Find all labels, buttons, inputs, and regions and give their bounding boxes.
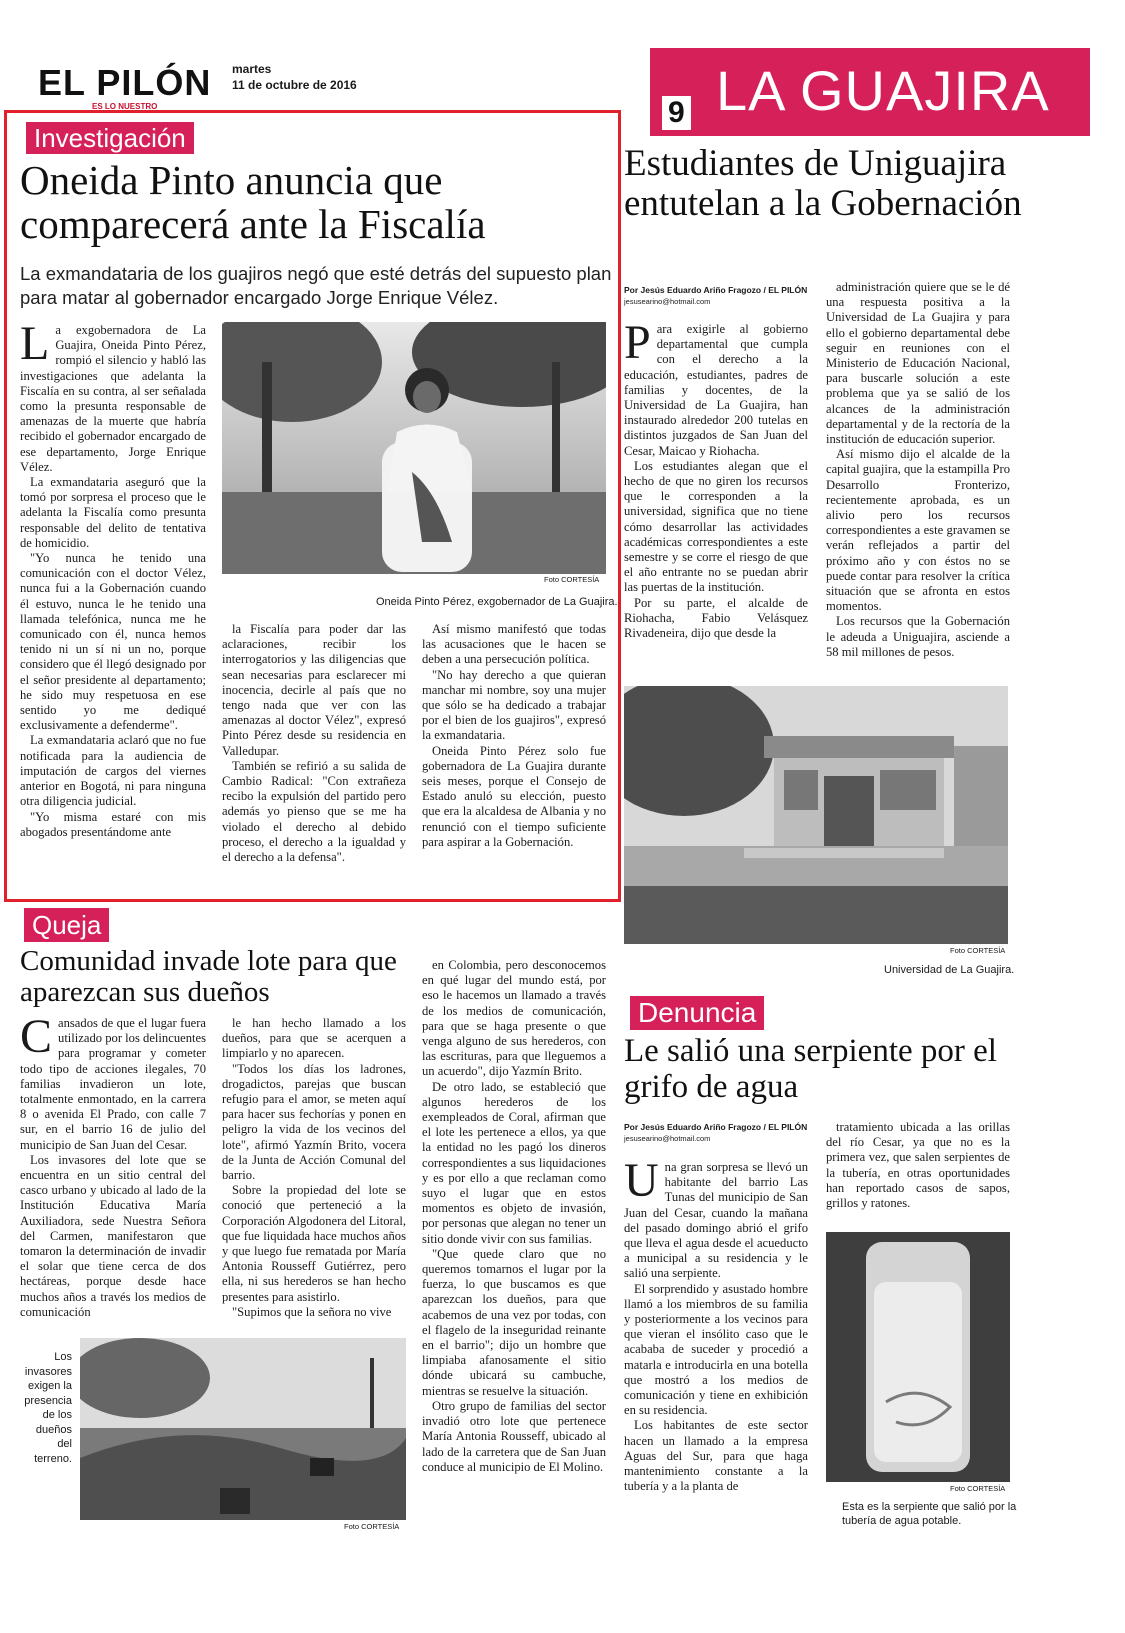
article1-col2-text [222,622,406,865]
body-paragraph: Oneida Pinto Pérez solo fue gobernadora de La Guajira durante seis meses, porque el Consejo de Estado anuló su elección, puesto que era la alcaldesa de Albania y no renunció con el tiempo suficiente para aspirar a la Gobernación. [422,743,606,849]
article3-col3 [422,958,606,1530]
body-paragraph: la Fiscalía para poder dar las aclaraciones, recibir los interrogatorios y las diligencias que sean necesarias para esclarecer mi inocencia, decirle al país que no tengo nada que ver con las amenazas al doctor Vélez", expresó Pinto Pérez desde su residencia en Valledupar. [222,622,406,758]
body-paragraph: "Yo nunca he tenido una comunicación con el doctor Vélez, nunca fui a la Gobernación cuando él estuvo, nunca le he tenido una llamada telefónica, nunca me he comunicado con él, nunca hemos tenido ni un sí ni un no, porque considero que él llegó designado por el señor presidente al departamento; he sido muy respetuosa en ese sentido yo me dediqué exclusivamente a defenderme". [20,551,206,733]
article2-photo [624,686,1008,944]
body-paragraph: De otro lado, se estableció que algunos herederos de los exempleados de Coral, afirman que el lote les pertenece a ellos, ya que la entidad no les pagó los dineros correspondientes a sus liquidaciones y es por ello a que reclaman como suyo el lugar que en estos momentos es objeto de invasión, por personas que alegan no tener un sitio donde vivir con sus familias. [422,1079,606,1246]
article1-photo-credit: Foto CORTESÍA [544,575,600,584]
body-paragraph: "Supimos que la señora no vive [232,1304,392,1319]
body-paragraph: Los invasores del lote que se encuentra en un sitio central del casco urbano y ubicado al lado de la Institución Educativa María Auxiliadora, sede Nuestra Señora del Carmen, manifestaron que tomaron la determinación de invadir el solar que tiene cerca de dos hectáreas, porque desde hace muchos años a través los medios de comunicación [20,1152,206,1319]
article3-title: Comunidad invade lote para que aparezcan sus dueños [20,945,397,1009]
body-paragraph: Una gran sorpresa se llevó un habitante del barrio Las Tunas del municipio de San Juan del Cesar, cuando la mañana del pasado domingo abrió el grifo que lleva el agua desde el acueducto a municipal a su residencia y le salió una serpiente. [624,1160,808,1281]
article3-col2-text [222,1016,406,1320]
section-name: LA GUAJIRA [716,59,1050,122]
article2-email: jesusearino@hotmail.com [624,297,711,306]
body-paragraph: La exmandataria aclaró que no fue notificada para la audiencia de imputación de cargos del viernes anterior en Bogotá, ni para ninguna otra diligencia judicial. [20,733,206,809]
article2-photo-caption: Universidad de La Guajira. [884,964,1015,976]
article4-col2-text [826,1120,1010,1211]
article3-photo-credit: Foto CORTESÍA [344,1522,400,1531]
article2-col1-text [624,322,808,641]
page-number: 9 [662,96,691,130]
body-paragraph: le han hecho llamado a los dueños, para que se acerquen a limpiarlo y no aparecen. [222,1016,406,1061]
article4-col1-text [624,1160,808,1494]
body-paragraph: Sobre la propiedad del lote se conoció que perteneció a la Corporación Algodonera del Litoral, que fue liquidada hace muchos años y que luego fue rematada por María Antonia Rousseff Gutiérrez, pero ella, ni sus herederos se han hecho presentes para asistirlo. [222,1183,406,1304]
body-paragraph: Los recursos que la Gobernación le adeuda a Uniguajira, asciende a 58 mil millones de pesos. [826,614,1010,659]
body-paragraph: Así mismo manifestó que todas las acusaciones que le hacen se deben a una persecución política. [422,622,606,667]
article2-col1 [624,322,808,682]
body-paragraph: "No hay derecho a que quieran manchar mi nombre, soy una mujer que sólo se ha dedicado a trabajar por el bien de los guajiros", expresó la exmandataria. [422,667,606,743]
drop-cap: C [20,1016,53,1063]
article3-col3-text [422,958,606,1475]
article3-col1 [20,1016,206,1336]
article4-col2 [826,1120,1010,1230]
body-paragraph: Cansados de que el lugar fuera utilizado por los delincuentes para programar y cometer todo tipo de acciones ilegales, 70 familias invadieron un lote, totalmente enmontado, en la carrera 8 o avenida El Prado, con calle 7 sur, en el barrio 16 de julio del municipio de San Juan del Cesar. [20,1016,206,1152]
article2-photo-credit: Foto CORTESÍA [950,946,1006,955]
article1-col1-text [20,323,206,840]
body-paragraph: Otro grupo de familias del sector invadió otro lote que pertenece María Antonia Rousseff, ubicado al lado de la carretera que de San Juan conduce al municipio de El Molino. [422,1398,606,1474]
body-paragraph: tratamiento ubicada a las orillas del río Cesar, ya que no es la primera vez, que salen serpientes de la tubería, en otras oportunidades han reportado casos de sapos, grillos y ratones. [826,1120,1010,1211]
article2-title: Estudiantes de Uniguajira entutelan a la Gobernación [624,143,1022,224]
body-paragraph: en Colombia, pero desconocemos en qué lugar del mundo está, por eso le hacemos un llamado a través de los medios de comunicación, para que se haga presente o que venga alguno de sus herederos, con las escrituras, para que lleguemos a un acuerdo", dijo Yazmín Brito. [422,958,606,1079]
body-paragraph: "Que quede claro que no queremos tomarnos el lugar por la fuerza, lo que buscamos es que aparezcan los dueños, para que acabemos de una vez por todas, con el flagelo de la inseguridad reinante en el barrio"; dijo un hombre que limpiaba afanosamente el sitio dónde ubicará su cambuche, mientras se resuelve la situación. [422,1246,606,1398]
article1-title: Oneida Pinto anuncia que comparecerá ante la Fiscalía [20,157,486,248]
article4-col1 [624,1160,808,1540]
body-paragraph: También se refirió a su salida de Cambio Radical: "Con extrañeza recibo la expulsión del partido pero además yo pienso que se me ha violado el derecho al debido proceso, el derecho a la igualdad y el derecho a la defensa". [222,758,406,865]
article4-photo [826,1232,1010,1482]
article1-col3 [422,622,606,892]
body-paragraph: El sorprendido y asustado hombre llamó a los miembros de su familia y posteriormente a los vecinos para que vieran el insólito caso que le acababa de suceder y procedió a matarla e introducirla en una botella que mostró a los medios de comunicación y tiene en exhibición en su residencia. [624,1281,808,1418]
drop-cap: U [624,1160,659,1207]
body-paragraph: Así mismo dijo el alcalde de la capital guajira, que la estampilla Pro Desarrollo Fronterizo, recientemente aprobada, es un alivio pero los recursos correspondientes a este gravamen se verán reflejados a partir del próximo año y con éstos no se puede contar para resolver la crítica situación que se afronta en estos momentos. [826,447,1010,614]
body-paragraph: Los habitantes de este sector hacen un llamado a la empresa Aguas del Sur, para que haga mantenimiento constante a la tubería y a la planta de [624,1418,808,1494]
body-paragraph: "Yo misma estaré con mis abogados presentándome ante [20,809,206,839]
article2-col2-text [826,280,1010,660]
issue-date: 11 de octubre de 2016 [232,78,357,92]
logo-tagline: ES LO NUESTRO [92,102,158,111]
body-paragraph: Por su parte, el alcalde de Riohacha, Fabio Velásquez Rivadeneira, dijo que desde la [624,595,808,641]
article4-byline: Por Jesús Eduardo Ariño Fragozo / EL PILÓN [624,1122,808,1132]
issue-day: martes [232,62,272,76]
drop-cap: L [20,323,50,370]
article3-kicker: Queja [24,908,109,942]
article4-title: Le salió una serpiente por el grifo de agua [624,1033,997,1105]
article1-photo-caption: Oneida Pinto Pérez, exgobernador de La Guajira. [376,596,618,608]
article3-col1-text [20,1016,206,1320]
body-paragraph: Para exigirle al gobierno departamental que cumpla con el derecho a la educación, estudiantes, padres de familias y docentes, de la Universidad de La Guajira, han instaurado alrededor 200 tutelas en distintos juzgados de San Juan del Cesar, Maicao y Riohacha. [624,322,808,458]
body-paragraph: "Todos los días los ladrones, drogadictos, parejas que buscan refugio para el amor, se meten aquí para hacer sus fechorías y ponen en peligro la vida de los vecinos del lote", afirmó Yazmín Brito, vocera de la Junta de Acción Comunal del barrio. [222,1061,406,1183]
article1-col3-text [422,622,606,850]
article4-email: jesusearino@hotmail.com [624,1134,711,1143]
body-paragraph: La exmandataria aseguró que la tomó por sorpresa el proceso que le adelanta la Fiscalía como presunta responsable del delito de tentativa de homicidio. [20,475,206,550]
article1-deck: La exmandataria de los guajiros negó que esté detrás del supuesto plan para matar al gobernador encargado Jorge Enrique Vélez. [20,263,612,308]
article1-photo [222,322,606,574]
article4-photo-credit: Foto CORTESÍA [950,1484,1006,1493]
body-paragraph: administración quiere que se le dé una respuesta positiva a la Universidad de La Guajira y para ello el gobierno departamental debe seguir en reuniones con el Ministerio de Educación Nacional, para buscarle solución a este problema que ya se salió de los alcances de la administración departamental y de la rectoría de la institución de educación superior. [826,280,1010,447]
article1-col1 [20,323,206,893]
article4-kicker: Denuncia [630,996,764,1030]
article1-col2 [222,622,406,892]
article2-col2 [826,280,1010,682]
drop-cap: P [624,322,651,369]
body-paragraph: Los estudiantes alegan que el hecho de que no giren los recursos que le corresponden a la universidad, significa que no tiene cómo desarrollar las actividades académicas correspondientes a este semestre y se corre el riesgo de que el año entrante no se puedan abrir las puertas de la institución. [624,458,808,595]
article2-byline: Por Jesús Eduardo Ariño Fragozo / EL PILÓN [624,285,808,295]
article3-photo [80,1338,406,1520]
article3-col2 [222,1016,406,1336]
newspaper-logo: EL PILÓN [38,62,212,103]
article1-kicker: Investigación [26,122,194,154]
article3-photo-caption: Los invasores exigen la presencia de los dueños del terreno. [24,1351,72,1465]
article4-photo-caption: Esta es la serpiente que salió por la tubería de agua potable. [842,1501,1017,1527]
body-paragraph: La exgobernadora de La Guajira, Oneida Pinto Pérez, rompió el silencio y habló las investigaciones que adelanta la Fiscalía en su contra, al ser señalada como la presunta responsable de amenazas de la muerte que habría recibido el gobernador encargado de ese departamento, Jorge Enrique Vélez. [20,323,206,474]
